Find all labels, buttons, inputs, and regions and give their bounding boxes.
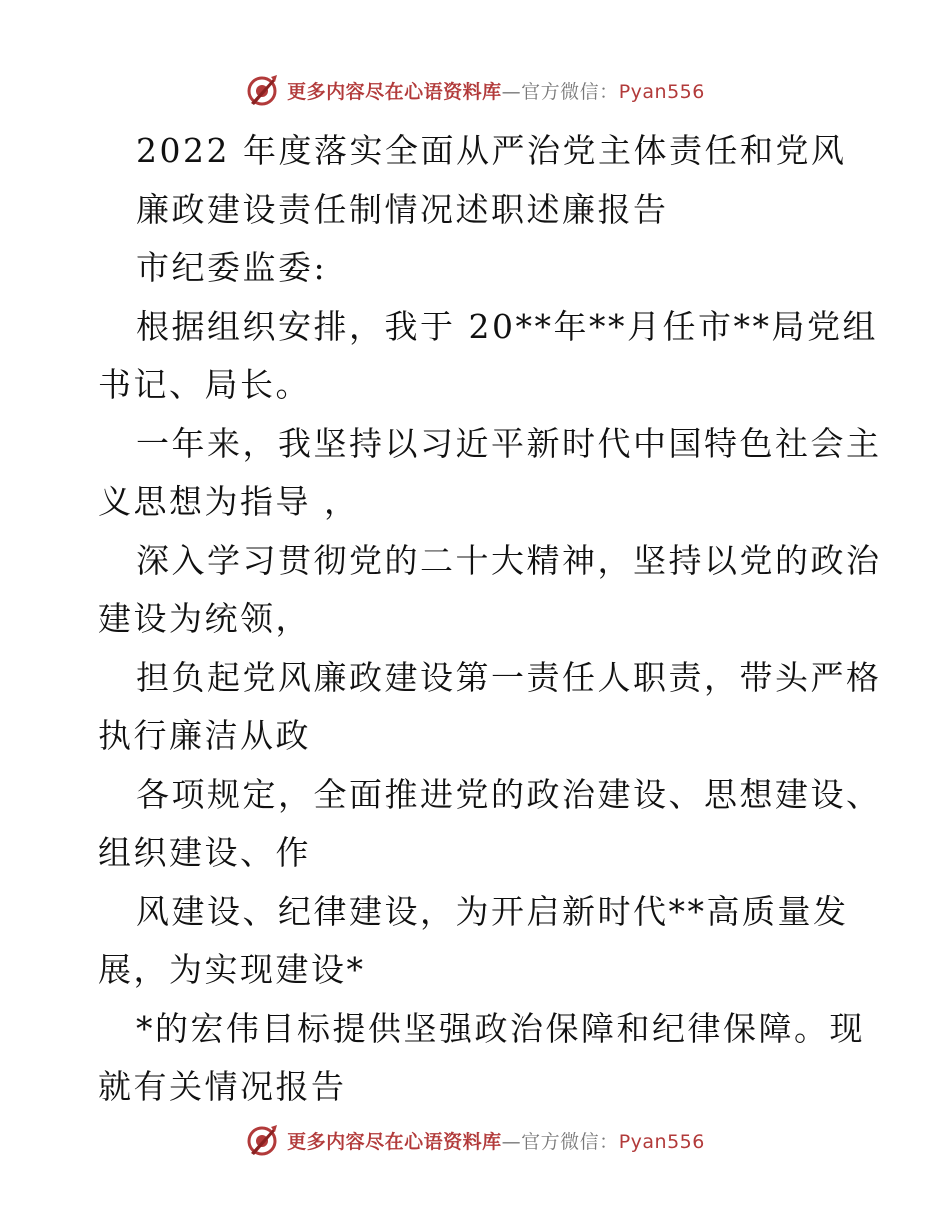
document-line: 廉政建设责任制情况述职述廉报告 [136,189,669,229]
document-line: 2022 年度落实全面从严治党主体责任和党风 [136,131,847,170]
watermark-wechat-label: 官方微信： [521,1130,619,1153]
watermark-text [287,1127,705,1154]
document-line: 一年来，我坚持以习近平新时代中国特色社会主 [136,423,882,463]
document-line: 执行廉洁从政 [98,716,311,755]
watermark-wechat-id: Pyan556 [618,1130,705,1153]
document-line: 深入学习贯彻党的二十大精神，坚持以党的政治 [136,540,882,580]
document-line: 建设为统领， [98,599,311,638]
document-line: 担负起党风廉政建设第一责任人职责，带头严格 [136,657,882,697]
document-line: 书记、局长。 [98,365,311,404]
watermark-site: 更多内容尽在心语资料库 [287,80,502,103]
watermark-separator: — [501,80,522,103]
watermark-wechat-id: Pyan556 [618,80,705,103]
watermark-site: 更多内容尽在心语资料库 [287,1130,502,1153]
document-line: 风建设、纪律建设，为开启新时代**高质量发 [136,891,849,931]
document-line: 就有关情况报告 [98,1067,347,1106]
quill-logo-icon [245,73,279,107]
document-line: 市纪委监委: [136,248,328,287]
footer-watermark [0,1120,950,1160]
document-line: 各项规定，全面推进党的政治建设、思想建设、 [136,774,882,814]
document-line: 根据组织安排，我于 20**年**月任市**局党组 [136,306,878,346]
document-line: 展，为实现建设* [98,950,366,989]
document-line: 义思想为指导 ， [98,482,360,521]
watermark-wechat-label: 官方微信： [521,80,619,103]
header-watermark [0,70,950,110]
document-line: 组织建设、作 [98,833,311,872]
document-line: *的宏伟目标提供坚强政治保障和纪律保障。现 [136,1008,865,1048]
watermark-text [287,77,705,104]
document-body [98,122,882,1117]
quill-logo-icon [245,1123,279,1157]
watermark-separator: — [501,1130,522,1153]
